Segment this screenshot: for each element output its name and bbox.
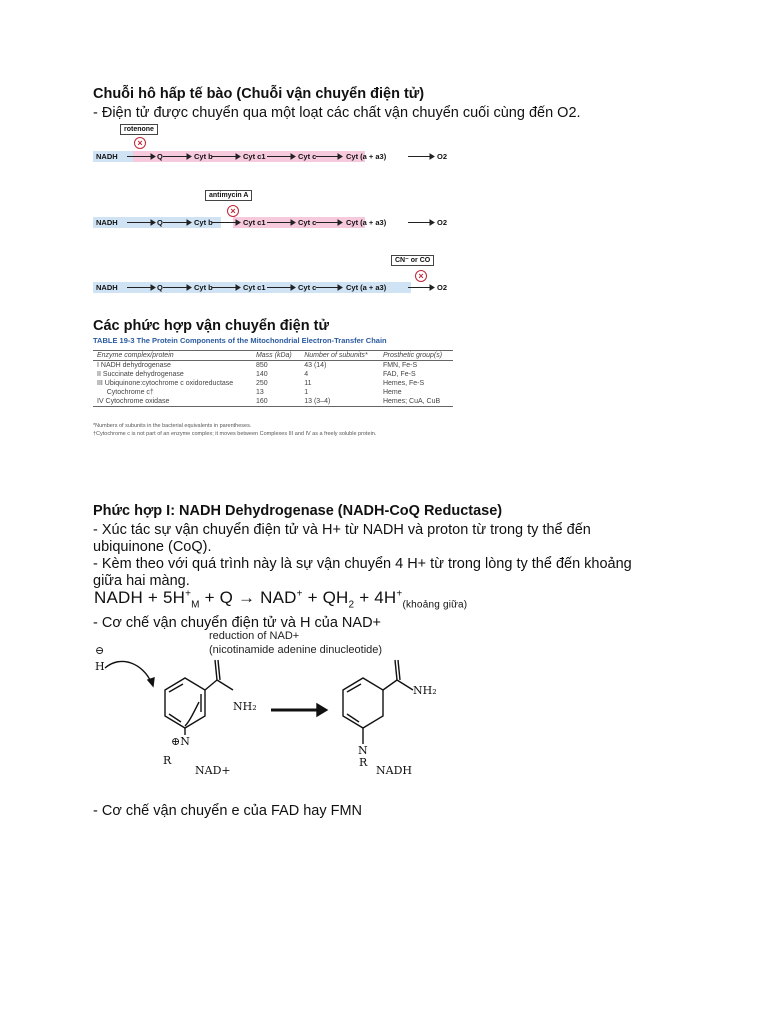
node-o2: O2 <box>437 283 448 292</box>
cell: Cytochrome c† <box>97 389 154 396</box>
eq-part: NADH + 5H <box>94 588 186 607</box>
cell: 4 <box>304 371 309 378</box>
node-nadh: NADH <box>96 152 118 161</box>
table-row <box>93 361 453 371</box>
cell: II Succinate dehydrogenase <box>97 371 184 378</box>
inhibitor-label: CN⁻ or CO <box>391 255 434 266</box>
table-row <box>93 370 453 379</box>
nadh-label: NADH <box>376 764 412 777</box>
section3-line1: - Xúc tác sự vận chuyển điện tử và H+ từ NADH và proton từ trong ty thể đến <box>93 522 591 538</box>
cell: 13 <box>255 389 264 396</box>
chain-diagrams <box>93 124 453 304</box>
n-right: N <box>358 744 368 757</box>
eq-sup: + <box>396 588 403 600</box>
section1-title: Chuỗi hô hấp tế bào (Chuỗi vận chuyển điện tử) <box>93 86 425 102</box>
node-q: Q <box>157 152 163 161</box>
cell: Heme <box>382 389 402 396</box>
node-cyt-aa3: Cyt (a + a3) <box>346 283 387 292</box>
node-cyt-b: Cyt b <box>194 152 213 161</box>
cell: FMN, Fe-S <box>382 362 418 369</box>
protein-table <box>93 350 453 407</box>
table-footnote-1: *Numbers of subunits in the bacterial equivalents in parentheses. <box>93 423 252 429</box>
nh2-right: NH₂ <box>413 684 437 697</box>
eq-sub: M <box>191 599 200 611</box>
cell: 11 <box>304 380 312 387</box>
col-enzyme: Enzyme complex/protein <box>93 351 252 361</box>
eq-sub: 2 <box>348 599 355 611</box>
chain-row <box>93 217 453 233</box>
table-row <box>93 379 453 388</box>
chain-row <box>93 282 453 298</box>
table-row <box>93 397 453 407</box>
node-q: Q <box>157 283 163 292</box>
eq-part: + Q → NAD <box>199 588 297 607</box>
table-footnote-2: †Cytochrome c is not part of an enzyme complex; it moves between Complexes III and IV as a freely soluble protein. <box>93 431 377 437</box>
eq-part: + QH <box>302 588 349 607</box>
node-cyt-c1: Cyt c1 <box>243 152 266 161</box>
node-cyt-c: Cyt c <box>298 283 317 292</box>
eq-sub: (khoảng giữa) <box>402 599 468 611</box>
section1-line1: - Điện tử được chuyển qua một loạt các chất vận chuyển cuối cùng đến O2. <box>93 105 581 121</box>
inhibitor-label: antimycin A <box>205 190 252 201</box>
node-nadh: NADH <box>96 283 118 292</box>
node-cyt-aa3: Cyt (a + a3) <box>346 152 387 161</box>
section3-line5: - Cơ chế vận chuyển điện tử và H của NAD+ <box>93 615 382 631</box>
eq-part: + 4H <box>354 588 397 607</box>
col-mass: Mass (kDa) <box>252 351 300 361</box>
hydride-label: H <box>95 660 105 673</box>
hydride-minus: ⊖ <box>95 644 105 657</box>
n-plus-label: ⊕N <box>171 735 190 748</box>
node-o2: O2 <box>437 152 448 161</box>
r-left: R <box>163 754 172 767</box>
node-cyt-c: Cyt c <box>298 152 317 161</box>
node-cyt-c1: Cyt c1 <box>243 218 266 227</box>
node-cyt-b: Cyt b <box>194 218 213 227</box>
cell: 43 (14) <box>304 362 327 369</box>
nad-label: NAD+ <box>195 764 231 777</box>
cell: 140 <box>255 371 268 378</box>
node-nadh: NADH <box>96 218 118 227</box>
block-icon: × <box>415 270 427 282</box>
node-cyt-aa3: Cyt (a + a3) <box>346 218 387 227</box>
section3-line2: ubiquinone (CoQ). <box>93 539 212 555</box>
cell: III Ubiquinone:cytochrome c oxidoreductase <box>97 380 234 387</box>
block-icon: × <box>227 205 239 217</box>
col-subunits: Number of subunits* <box>300 351 379 361</box>
r-right: R <box>359 756 368 769</box>
node-cyt-b: Cyt b <box>194 283 213 292</box>
table-header-row <box>93 351 453 361</box>
chain-row <box>93 151 453 167</box>
node-o2: O2 <box>437 218 448 227</box>
cell: Hemes; CuA, CuB <box>379 397 453 407</box>
nh2-left: NH₂ <box>233 700 257 713</box>
col-prosthetic: Prosthetic group(s) <box>379 351 453 361</box>
protein-table-block <box>93 336 453 437</box>
mechanism-caption-1: reduction of NAD+ <box>209 630 300 642</box>
node-cyt-c: Cyt c <box>298 218 317 227</box>
cell: Hemes, Fe-S <box>382 380 425 387</box>
cell: 160 <box>252 397 300 407</box>
node-q: Q <box>157 218 163 227</box>
cell: 13 (3–4) <box>300 397 379 407</box>
mechanism-caption-2: (nicotinamide adenine dinucleotide) <box>209 644 383 656</box>
cell: 1 <box>304 389 309 396</box>
cell: 850 <box>255 362 268 369</box>
cell: I NADH dehydrogenase <box>97 362 171 369</box>
table-title: TABLE 19-3 The Protein Components of the Mitochondrial Electron-Transfer Chain <box>93 336 387 345</box>
inhibitor-label: rotenone <box>120 124 158 135</box>
node-cyt-c1: Cyt c1 <box>243 283 266 292</box>
reaction-equation <box>94 588 467 610</box>
section3-line4: giữa hai màng. <box>93 573 190 589</box>
cell: IV Cytochrome oxidase <box>93 397 252 407</box>
eq-sup: + <box>296 588 303 600</box>
section2-title: Các phức hợp vận chuyển điện tử <box>93 318 329 334</box>
section3-line3: - Kèm theo với quá trình này là sự vận chuyển 4 H+ từ trong lòng ty thể đến khoảng <box>93 556 632 572</box>
section4-line1: - Cơ chế vận chuyển e của FAD hay FMN <box>93 803 363 819</box>
nad-mechanism-figure <box>93 630 473 780</box>
table-row <box>93 388 453 397</box>
cell: 250 <box>255 380 268 387</box>
block-icon: × <box>134 137 146 149</box>
eq-sup: + <box>185 588 192 600</box>
mechanism-structures <box>93 630 473 780</box>
section3-title: Phức hợp I: NADH Dehydrogenase (NADH-CoQ Reductase) <box>93 503 503 519</box>
cell: FAD, Fe-S <box>382 371 416 378</box>
